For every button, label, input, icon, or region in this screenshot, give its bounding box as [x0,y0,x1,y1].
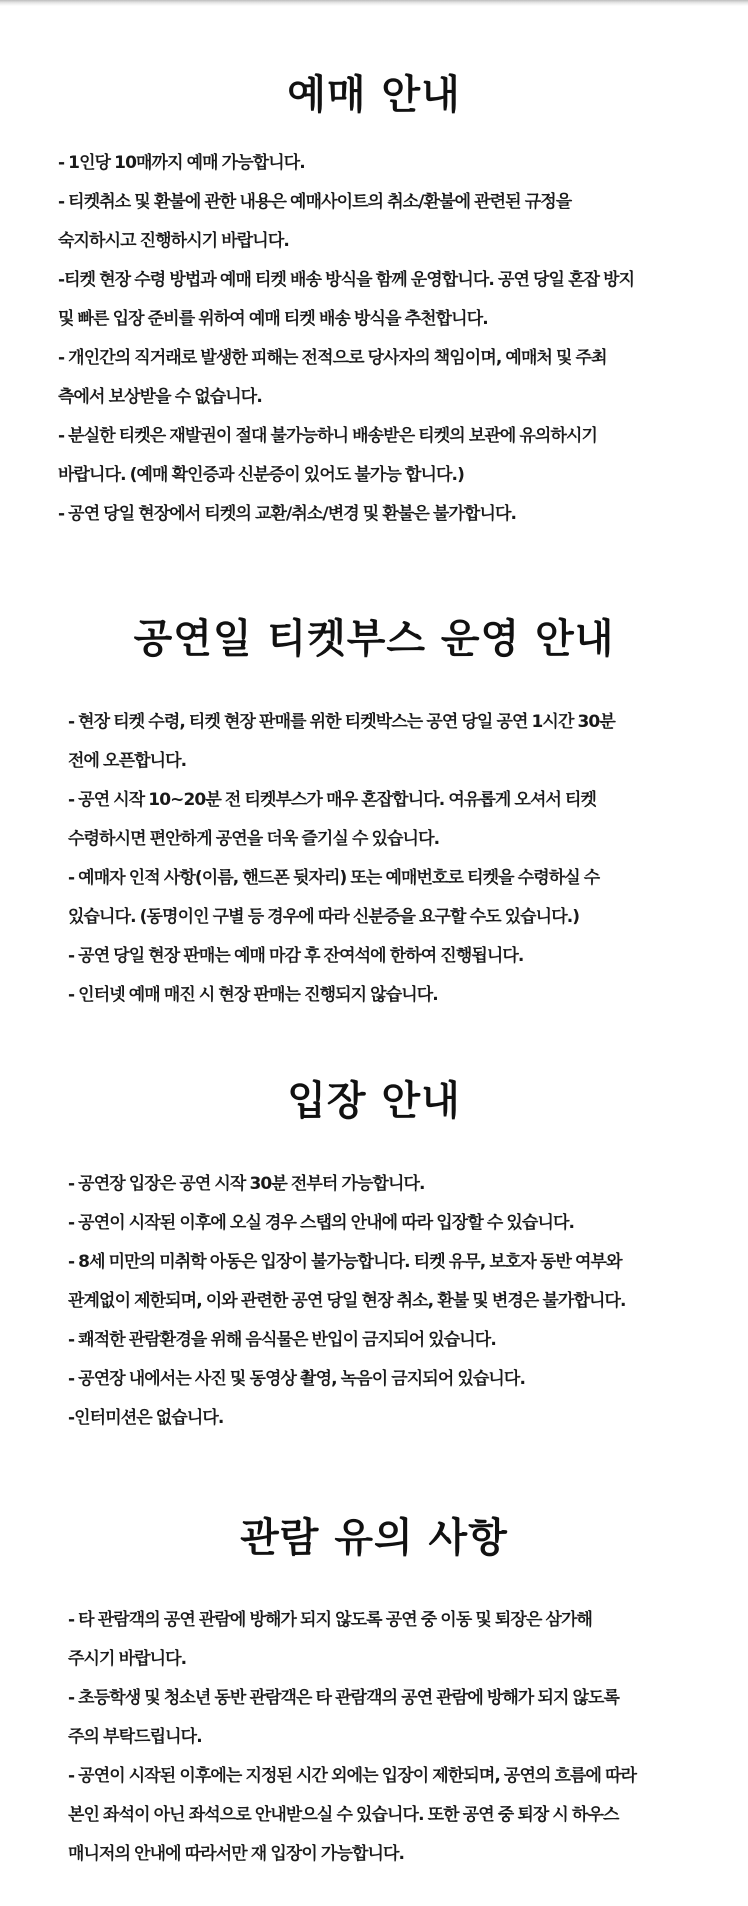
list-item: - 공연 시작 10~20분 전 티켓부스가 매우 혼잡합니다. 여유롭게 오셔서 티켓 수령하시면 편안하게 공연을 더욱 즐기실 수 있습니다. [68,790,597,849]
list-item: - 초등학생 및 청소년 동반 관람객은 타 관람객의 공연 관람에 방해가 되지 않도록 주의 부탁드립니다. [68,1688,620,1747]
list-item: - 공연이 시작된 이후에는 지정된 시간 외에는 입장이 제한되며, 공연의 흐름에 따라 본인 좌석이 아닌 좌석으로 안내받으실 수 있습니다. 또한 공연 중 퇴장 시 하우스 매니저의 안내에 따라서만 재 입장이 가능합니다. [68,1766,637,1864]
ticket-booth-list [68,703,615,1015]
list-item: -인터미션은 없습니다. [68,1408,224,1428]
list-item: -티켓 현장 수령 방법과 예매 티켓 배송 방식을 함께 운영합니다. 공연 당일 혼잡 방지 및 빠른 입장 준비를 위하여 예매 티켓 배송 방식을 추천합니다. [58,270,635,329]
list-item: - 공연장 입장은 공연 시작 30분 전부터 가능합니다. [68,1174,425,1194]
list-item: - 티켓취소 및 환불에 관한 내용은 예매사이트의 취소/환불에 관련된 규정을 숙지하시고 진행하시기 바랍니다. [58,192,572,251]
list-item: - 공연 당일 현장에서 티켓의 교환/취소/변경 및 환불은 불가합니다. [58,504,517,524]
list-item: - 타 관람객의 공연 관람에 방해가 되지 않도록 공연 중 이동 및 퇴장은 삼가해 주시기 바랍니다. [68,1610,593,1669]
entry-info-list [68,1165,626,1438]
list-item: - 1인당 10매까지 예매 가능합니다. [58,153,305,173]
list-item: - 공연장 내에서는 사진 및 동영상 촬영, 녹음이 금지되어 있습니다. [68,1369,526,1389]
ticket-booth-title: 공연일 티켓부스 운영 안내 [133,616,615,662]
booking-info-title: 예매 안내 [287,72,461,118]
list-item: - 쾌적한 관람환경을 위해 음식물은 반입이 금지되어 있습니다. [68,1330,496,1350]
list-item: - 공연이 시작된 이후에 오실 경우 스탭의 안내에 따라 입장할 수 있습니다. [68,1213,575,1233]
list-item: - 개인간의 직거래로 발생한 피해는 전적으로 당사자의 책임이며, 예매처 및 주최 측에서 보상받을 수 없습니다. [58,348,607,407]
entry-info-section [0,1077,748,1428]
list-item: - 현장 티켓 수령, 티켓 현장 판매를 위한 티켓박스는 공연 당일 공연 1시간 30분 전에 오픈합니다. [68,712,615,771]
list-item: - 공연 당일 현장 판매는 예매 마감 후 잔여석에 한하여 진행됩니다. [68,946,524,966]
booking-info-section [0,71,748,524]
list-item: - 인터넷 예매 매진 시 현장 판매는 진행되지 않습니다. [68,985,438,1005]
top-shadow [0,0,748,6]
viewing-notes-list [68,1601,636,1874]
list-item: - 분실한 티켓은 재발권이 절대 불가능하니 배송받은 티켓의 보관에 유의하시기 바랍니다. (예매 확인증과 신분증이 있어도 불가능 합니다.) [58,426,598,485]
booking-info-list [58,144,634,534]
entry-info-title: 입장 안내 [287,1078,461,1124]
viewing-notes-title: 관람 유의 사항 [240,1515,508,1561]
viewing-notes-section [0,1514,748,1864]
ticket-booth-section [0,615,748,1005]
list-item: - 예매자 인적 사항(이름, 핸드폰 뒷자리) 또는 예매번호로 티켓을 수령하실 수 있습니다. (동명이인 구별 등 경우에 따라 신분증을 요구할 수도 있습니다.) [68,868,600,927]
list-item: - 8세 미만의 미취학 아동은 입장이 불가능합니다. 티켓 유무, 보호자 동반 여부와 관계없이 제한되며, 이와 관련한 공연 당일 현장 취소, 환불 및 변경은 불가합니다. [68,1252,626,1311]
